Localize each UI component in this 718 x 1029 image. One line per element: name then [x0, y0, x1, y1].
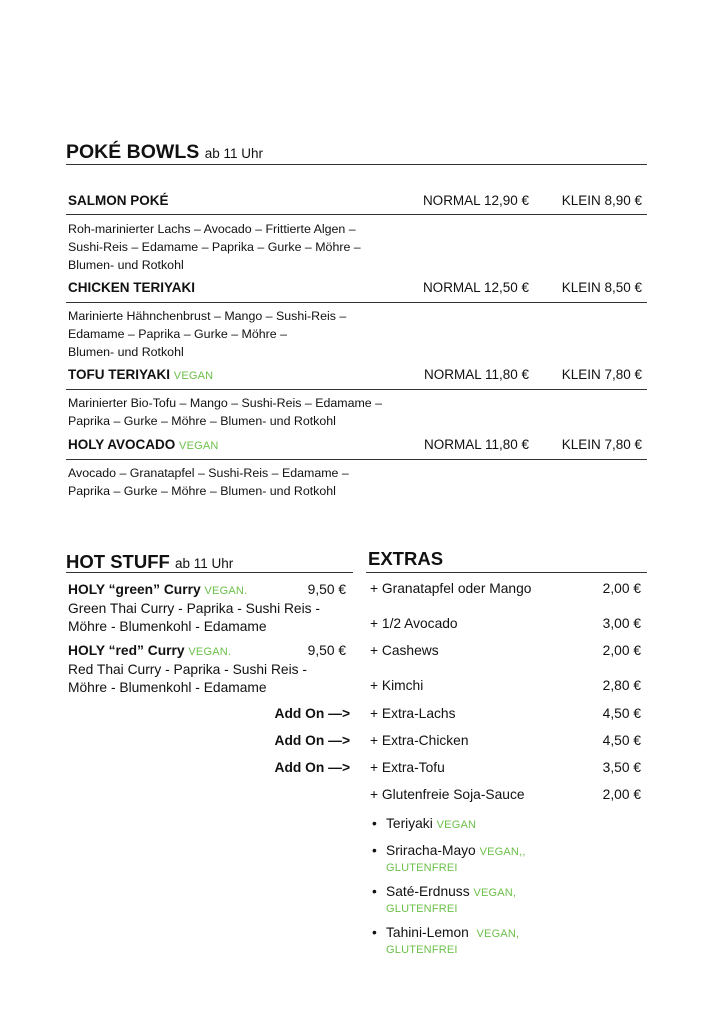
price-klein: KLEIN 7,80 € — [561, 367, 642, 382]
glutenfree-tag: GLUTENFREI — [386, 862, 458, 874]
extra-name: + Kimchi — [370, 678, 424, 693]
extra-price: 2,80 € — [602, 678, 641, 693]
hot-stuff-heading — [66, 551, 233, 573]
item-price: 9,50 € — [307, 582, 346, 597]
extra-price: 4,50 € — [602, 733, 641, 748]
extra-price: 2,00 € — [602, 787, 641, 802]
vegan-tag: VEGAN — [173, 370, 214, 382]
item-name: TOFU TERIYAKI VEGAN — [68, 367, 214, 382]
extra-price: 2,00 € — [602, 643, 641, 658]
extra-name: + 1/2 Avocado — [370, 616, 458, 631]
vegan-tag: VEGAN. — [188, 646, 232, 658]
menu-item-salmon-poke — [68, 193, 646, 213]
item-rule — [66, 302, 647, 303]
item-description: Marinierter Bio-Tofu – Mango – Sushi-Reis – Edamame – Paprika – Gurke – Möhre – Blumen- und Rotkohl — [68, 396, 383, 428]
price-normal: NORMAL 11,80 € — [423, 367, 529, 382]
item-name: HOLY “green” Curry — [68, 582, 201, 597]
hot-stuff-title: HOT STUFF — [66, 551, 170, 572]
vegan-tag: VEGAN — [436, 819, 477, 831]
extra-name: + Extra-Chicken — [370, 733, 469, 748]
extra-name: + Granatapfel oder Mango — [370, 581, 532, 596]
extra-price: 2,00 € — [602, 581, 641, 596]
item-description: Marinierte Hähnchenbrust – Mango – Sushi-Reis – Edamame – Paprika – Gurke – Möhre – Blumen- und Rotkohl — [68, 309, 347, 359]
vegan-tag: VEGAN,, — [479, 846, 526, 858]
bullet: • — [372, 816, 377, 831]
item-name: SALMON POKÉ — [68, 193, 169, 208]
sauce-name: Tahini-Lemon — [386, 925, 469, 940]
extras-title: EXTRAS — [368, 548, 444, 569]
item-description: Avocado – Granatapfel – Sushi-Reis – Edamame – Paprika – Gurke – Möhre – Blumen- und Rotkohl — [68, 466, 349, 498]
vegan-tag: VEGAN. — [204, 585, 248, 597]
price-klein: KLEIN 7,80 € — [561, 437, 642, 452]
poke-bowls-heading — [66, 141, 263, 164]
poke-bowls-subtitle: ab 11 Uhr — [204, 146, 263, 161]
hot-stuff-subtitle: ab 11 Uhr — [174, 556, 234, 571]
bullet: • — [372, 884, 377, 899]
extra-name: + Extra-Tofu — [370, 760, 445, 775]
item-name: HOLY AVOCADO VEGAN — [68, 437, 219, 452]
add-on-label: Add On —> — [274, 733, 350, 748]
bullet: • — [372, 843, 377, 858]
glutenfree-tag: GLUTENFREI — [386, 944, 458, 956]
extra-name: + Glutenfreie Soja-Sauce — [370, 787, 525, 802]
menu-item-chicken-teriyaki — [68, 280, 646, 300]
item-name: CHICKEN TERIYAKI — [68, 280, 196, 295]
menu-item-red-curry — [68, 642, 350, 697]
price-klein: KLEIN 8,50 € — [561, 280, 642, 295]
poke-bowls-rule — [66, 164, 647, 165]
hot-stuff-rule — [66, 572, 353, 573]
item-rule — [66, 459, 647, 460]
item-description: Green Thai Curry - Paprika - Sushi Reis - — [68, 601, 321, 616]
item-rule — [66, 389, 647, 390]
extra-name: + Extra-Lachs — [370, 706, 456, 721]
price-normal: NORMAL 12,90 € — [422, 193, 529, 208]
add-on-label: Add On —> — [274, 760, 350, 775]
item-price: 9,50 € — [307, 643, 346, 658]
item-description: Möhre - Blumenkohl - Edamame — [68, 680, 267, 695]
menu-item-green-curry — [68, 581, 350, 636]
item-description: Red Thai Curry - Paprika - Sushi Reis - — [68, 662, 307, 677]
item-name: HOLY “red” Curry — [68, 643, 185, 658]
price-normal: NORMAL 12,50 € — [422, 280, 529, 295]
vegan-tag: VEGAN — [179, 440, 219, 452]
add-on-label: Add On —> — [274, 706, 350, 721]
glutenfree-tag: GLUTENFREI — [386, 903, 458, 915]
vegan-tag: VEGAN, — [473, 887, 517, 899]
extra-name: + Cashews — [370, 643, 439, 658]
extra-price: 4,50 € — [602, 706, 641, 721]
price-normal: NORMAL 11,80 € — [423, 437, 529, 452]
sauce-name: Sriracha-Mayo — [386, 843, 476, 858]
item-description: Roh-marinierter Lachs – Avocado – Frittierte Algen – Sushi-Reis – Edamame – Paprika – Gurke – Möhre – Blumen- und Rotkohl — [68, 222, 361, 272]
price-klein: KLEIN 8,90 € — [561, 193, 642, 208]
vegan-tag: VEGAN, — [476, 928, 520, 940]
extra-price: 3,50 € — [602, 760, 641, 775]
sauce-name: Teriyaki — [386, 816, 433, 831]
menu-item-tofu-teriyaki — [68, 367, 646, 387]
item-rule — [66, 214, 647, 215]
poke-bowls-title: POKÉ BOWLS — [66, 141, 200, 163]
bullet: • — [372, 925, 377, 940]
menu-item-holy-avocado — [68, 437, 646, 457]
extra-price: 3,00 € — [602, 616, 641, 631]
extras-rule — [366, 572, 647, 573]
item-description: Möhre - Blumenkohl - Edamame — [68, 619, 267, 634]
sauce-name: Saté-Erdnuss — [386, 884, 470, 899]
